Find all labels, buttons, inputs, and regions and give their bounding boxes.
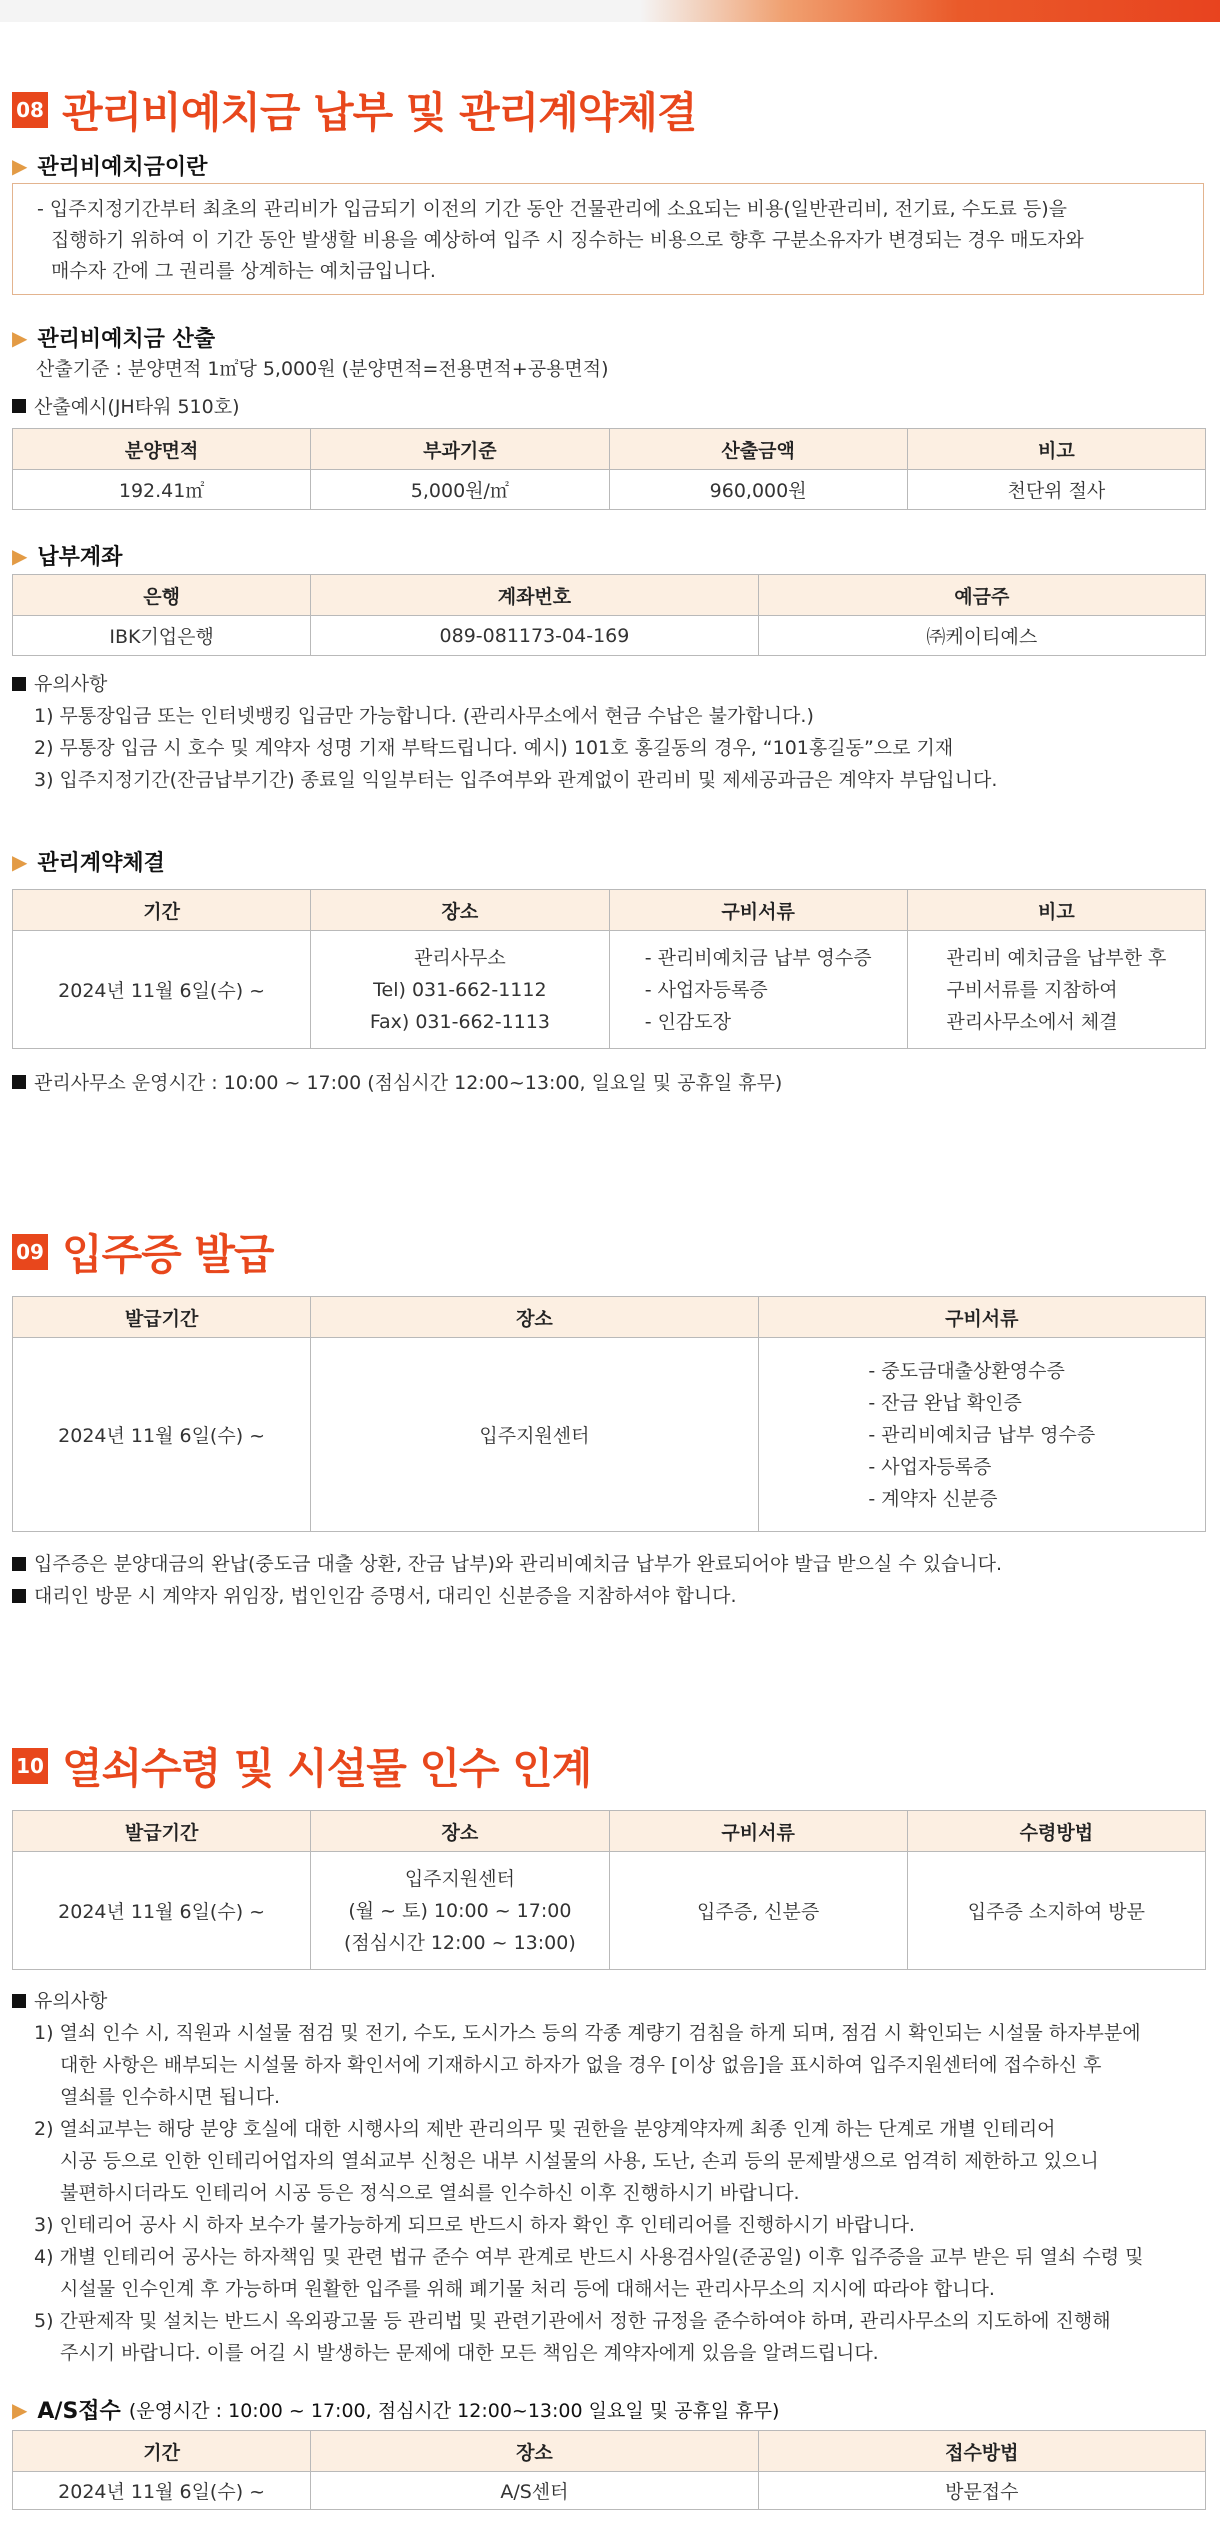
- definition-line: - 입주지정기간부터 최초의 관리비가 입금되기 이전의 기간 동안 건물관리에 소요되는 비용(일반관리비, 전기료, 수도료 등)을: [37, 198, 1067, 220]
- move-in-card-table: [12, 1296, 1206, 1532]
- table-header: 분양면적: [13, 429, 311, 470]
- table-header: 장소: [311, 2431, 758, 2472]
- table-header: 비고: [907, 890, 1205, 931]
- table-cell: 관리사무소 Tel) 031-662-1112 Fax) 031-662-1113: [311, 931, 609, 1049]
- table-cell: 입주증 소지하여 방문: [907, 1852, 1205, 1970]
- note-item: 1) 무통장입금 또는 인터넷뱅킹 입금만 가능합니다. (관리사무소에서 현금 수납은 불가합니다.): [34, 705, 814, 727]
- square-bullet-icon: [12, 399, 26, 413]
- account-table: [12, 574, 1206, 656]
- note-item-cont: 시설물 인수인계 후 가능하며 원활한 입주를 위해 폐기물 처리 등에 대해서는 관리사무소의 지시에 따라야 합니다.: [60, 2278, 995, 2300]
- table-header: 수령방법: [907, 1811, 1205, 1852]
- square-bullet-icon: [12, 1994, 26, 2008]
- table-cell: A/S센터: [311, 2472, 758, 2510]
- table-header: 기간: [13, 890, 311, 931]
- table-cell: - 관리비예치금 납부 영수증 - 사업자등록증 - 인감도장: [609, 931, 907, 1049]
- table-cell: 입주지원센터: [311, 1338, 758, 1532]
- table-cell: - 중도금대출상환영수증 - 잔금 완납 확인증 - 관리비예치금 납부 영수증 - 사업자등록증 - 계약자 신분증: [758, 1338, 1205, 1532]
- table-header: 장소: [311, 1811, 609, 1852]
- definition-box: [12, 183, 1204, 295]
- section-08-title: [12, 80, 696, 140]
- table-cell: 관리비 예치금을 납부한 후 구비서류를 지참하여 관리사무소에서 체결: [907, 931, 1205, 1049]
- subheading-contract: ▶ 관리계약체결: [12, 849, 165, 876]
- table-cell: 960,000원: [609, 470, 907, 510]
- key-handover-notes: 유의사항 1) 열쇠 인수 시, 직원과 시설물 점검 및 전기, 수도, 도시가스 등의 각종 계량기 검침을 하게 되며, 점검 시 확인되는 시설물 하자부분에 대한 사항은 배부되는 시설물 하자 확인서에 기재하시고 하자가 없을 경우 [이상 없음]을 표시하여 입주지원센터에 접수하신 후 열쇠를 인수하시면 됩니다. 2) 열쇠교부는 해당 분양 호실에 대한 시행사의 제반 관리의무 및 권한을 분양계약자께 최종 인계 하는 단계로 개별 인테리어 시공 등으로 인한 인테리어업자의 열쇠교부 신청은 내부 시설물의 사용, 도난, 손괴 등의 문제발생으로 엄격히 제한하고 있으니 불편하시더라도 인테리어 시공 등은 정식으로 열쇠를 인수하신 이후 진행하시기 바랍니다. 3) 인테리어 공사 시 하자 보수가 불가능하게 되므로 반드시 하자 확인 후 인테리어를 진행하시기 바랍니다. 4) 개별 인테리어 공사는 하자책임 및 관련 법규 준수 여부 관계로 반드시 사용검사일(준공일) 이후 입주증을 교부 받은 뒤 열쇠 수령 및 시설물 인수인계 후 가능하며 원활한 입주를 위해 폐기물 처리 등에 대해서는 관리사무소의 지시에 따라야 합니다. 5) 간판제작 및 설치는 반드시 옥외광고물 등 관리법 및 관련기관에서 정한 규정을 준수하여야 하며, 관리사무소의 지도하에 진행해 주시기 바랍니다. 이를 어길 시 발생하는 문제에 대한 모든 책임은 계약자에게 있음을 알려드립니다.: [12, 1985, 1144, 2369]
- section-heading: 관리비예치금 납부 및 관리계약체결: [62, 88, 697, 137]
- table-header: 구비서류: [758, 1297, 1205, 1338]
- table-cell: 192.41㎡: [13, 470, 311, 510]
- table-cell: 5,000원/㎡: [311, 470, 609, 510]
- table-cell: 입주지원센터 (월 ~ 토) 10:00 ~ 17:00 (점심시간 12:00 ~ 13:00): [311, 1852, 609, 1970]
- as-table: [12, 2430, 1206, 2510]
- table-header: 발급기간: [13, 1811, 311, 1852]
- note-item-cont: 주시기 바랍니다. 이를 어길 시 발생하는 문제에 대한 모든 책임은 계약자에게 있음을 알려드립니다.: [60, 2342, 879, 2364]
- subheading-as: ▶ A/S접수 (운영시간 : 10:00 ~ 17:00, 점심시간 12:00~13:00 일요일 및 공휴일 휴무): [12, 2397, 780, 2424]
- table-cell: 방문접수: [758, 2472, 1205, 2510]
- note-item-cont: 불편하시더라도 인테리어 시공 등은 정식으로 열쇠를 인수하신 이후 진행하시기 바랍니다.: [60, 2182, 800, 2204]
- contract-table: [12, 889, 1206, 1049]
- key-handover-table: [12, 1810, 1206, 1970]
- square-bullet-icon: [12, 1589, 26, 1603]
- table-cell: IBK기업은행: [13, 616, 311, 656]
- square-bullet-icon: [12, 1557, 26, 1571]
- account-notes: 유의사항 1) 무통장입금 또는 인터넷뱅킹 입금만 가능합니다. (관리사무소에서 현금 수납은 불가합니다.) 2) 무통장 입금 시 호수 및 계약자 성명 기재 부탁드립니다. 예시) 101호 홍길동의 경우, “101홍길동”으로 기재 3) 입주지정기간(잔금납부기간) 종료일 익일부터는 입주여부와 관계없이 관리비 및 제세공과금은 계약자 부담입니다.: [12, 668, 997, 796]
- note-item-cont: 열쇠를 인수하시면 됩니다.: [60, 2086, 281, 2108]
- move-in-notes: [12, 1548, 1002, 1612]
- note-item: 3) 인테리어 공사 시 하자 보수가 불가능하게 되므로 반드시 하자 확인 후 인테리어를 진행하시기 바랍니다.: [34, 2214, 915, 2236]
- table-cell: 2024년 11월 6일(수) ~: [13, 931, 311, 1049]
- triangle-bullet-icon: ▶: [12, 849, 28, 874]
- section-09-title: [12, 1222, 273, 1282]
- table-cell: 2024년 11월 6일(수) ~: [13, 2472, 311, 2510]
- calc-basis: 산출기준 : 분양면적 1㎡당 5,000원 (분양면적=전용면적+공용면적): [36, 358, 609, 380]
- section-number: 10: [12, 1748, 48, 1784]
- top-accent-bar: [0, 0, 1220, 22]
- triangle-bullet-icon: ▶: [12, 2397, 28, 2422]
- note-item: 대리인 방문 시 계약자 위임장, 법인인감 증명서, 대리인 신분증을 지참하셔야 합니다.: [34, 1585, 737, 1607]
- table-cell: 2024년 11월 6일(수) ~: [13, 1338, 311, 1532]
- calc-example-label: 산출예시(JH타워 510호): [12, 392, 240, 419]
- table-cell: 2024년 11월 6일(수) ~: [13, 1852, 311, 1970]
- calc-table: [12, 428, 1206, 510]
- table-header: 발급기간: [13, 1297, 311, 1338]
- note-item: 4) 개별 인테리어 공사는 하자책임 및 관련 법규 준수 여부 관계로 반드시 사용검사일(준공일) 이후 입주증을 교부 받은 뒤 열쇠 수령 및: [34, 2246, 1144, 2268]
- square-bullet-icon: [12, 677, 26, 691]
- section-heading: 열쇠수령 및 시설물 인수 인계: [62, 1744, 592, 1793]
- table-header: 부과기준: [311, 429, 609, 470]
- square-bullet-icon: [12, 1075, 26, 1089]
- table-header: 은행: [13, 575, 311, 616]
- definition-line: 매수자 간에 그 권리를 상계하는 예치금입니다.: [51, 260, 436, 282]
- table-header: 예금주: [758, 575, 1205, 616]
- subheading-account: ▶ 납부계좌: [12, 543, 123, 570]
- table-cell: 입주증, 신분증: [609, 1852, 907, 1970]
- section-heading: 입주증 발급: [62, 1230, 274, 1279]
- triangle-bullet-icon: ▶: [12, 153, 28, 178]
- table-header: 산출금액: [609, 429, 907, 470]
- note-item: 입주증은 분양대금의 완납(중도금 대출 상환, 잔금 납부)와 관리비예치금 납부가 완료되어야 발급 받으실 수 있습니다.: [34, 1553, 1003, 1575]
- table-header: 구비서류: [609, 890, 907, 931]
- note-item: 5) 간판제작 및 설치는 반드시 옥외광고물 등 관리법 및 관련기관에서 정한 규정을 준수하여야 하며, 관리사무소의 지도하에 진행해: [34, 2310, 1111, 2332]
- subheading-calc: ▶ 관리비예치금 산출: [12, 325, 216, 352]
- triangle-bullet-icon: ▶: [12, 325, 28, 350]
- section-10-title: [12, 1736, 591, 1796]
- table-header: 기간: [13, 2431, 311, 2472]
- triangle-bullet-icon: ▶: [12, 543, 28, 568]
- note-item: 2) 무통장 입금 시 호수 및 계약자 성명 기재 부탁드립니다. 예시) 101호 홍길동의 경우, “101홍길동”으로 기재: [34, 737, 954, 759]
- as-hours: (운영시간 : 10:00 ~ 17:00, 점심시간 12:00~13:00 일요일 및 공휴일 휴무): [128, 2400, 780, 2422]
- table-header: 장소: [311, 890, 609, 931]
- table-header: 계좌번호: [311, 575, 758, 616]
- table-cell: 089-081173-04-169: [311, 616, 758, 656]
- note-item-cont: 대한 사항은 배부되는 시설물 하자 확인서에 기재하시고 하자가 없을 경우 [이상 없음]을 표시하여 입주지원센터에 접수하신 후: [60, 2054, 1102, 2076]
- table-header: 비고: [907, 429, 1205, 470]
- table-cell: ㈜케이티예스: [758, 616, 1205, 656]
- subheading-definition: ▶ 관리비예치금이란: [12, 153, 208, 180]
- section-number: 09: [12, 1234, 48, 1270]
- note-item: 3) 입주지정기간(잔금납부기간) 종료일 익일부터는 입주여부와 관계없이 관리비 및 제세공과금은 계약자 부담입니다.: [34, 769, 998, 791]
- office-hours: 관리사무소 운영시간 : 10:00 ~ 17:00 (점심시간 12:00~13:00, 일요일 및 공휴일 휴무): [12, 1068, 782, 1095]
- section-number: 08: [12, 92, 48, 128]
- note-item: 2) 열쇠교부는 해당 분양 호실에 대한 시행사의 제반 관리의무 및 권한을 분양계약자께 최종 인계 하는 단계로 개별 인테리어: [34, 2118, 1056, 2140]
- table-header: 구비서류: [609, 1811, 907, 1852]
- note-item: 1) 열쇠 인수 시, 직원과 시설물 점검 및 전기, 수도, 도시가스 등의 각종 계량기 검침을 하게 되며, 점검 시 확인되는 시설물 하자부분에: [34, 2022, 1141, 2044]
- table-header: 장소: [311, 1297, 758, 1338]
- definition-line: 집행하기 위하여 이 기간 동안 발생할 비용을 예상하여 입주 시 징수하는 비용으로 향후 구분소유자가 변경되는 경우 매도자와: [51, 229, 1084, 251]
- table-header: 접수방법: [758, 2431, 1205, 2472]
- table-cell: 천단위 절사: [907, 470, 1205, 510]
- note-item-cont: 시공 등으로 인한 인테리어업자의 열쇠교부 신청은 내부 시설물의 사용, 도난, 손괴 등의 문제발생으로 엄격히 제한하고 있으니: [60, 2150, 1099, 2172]
